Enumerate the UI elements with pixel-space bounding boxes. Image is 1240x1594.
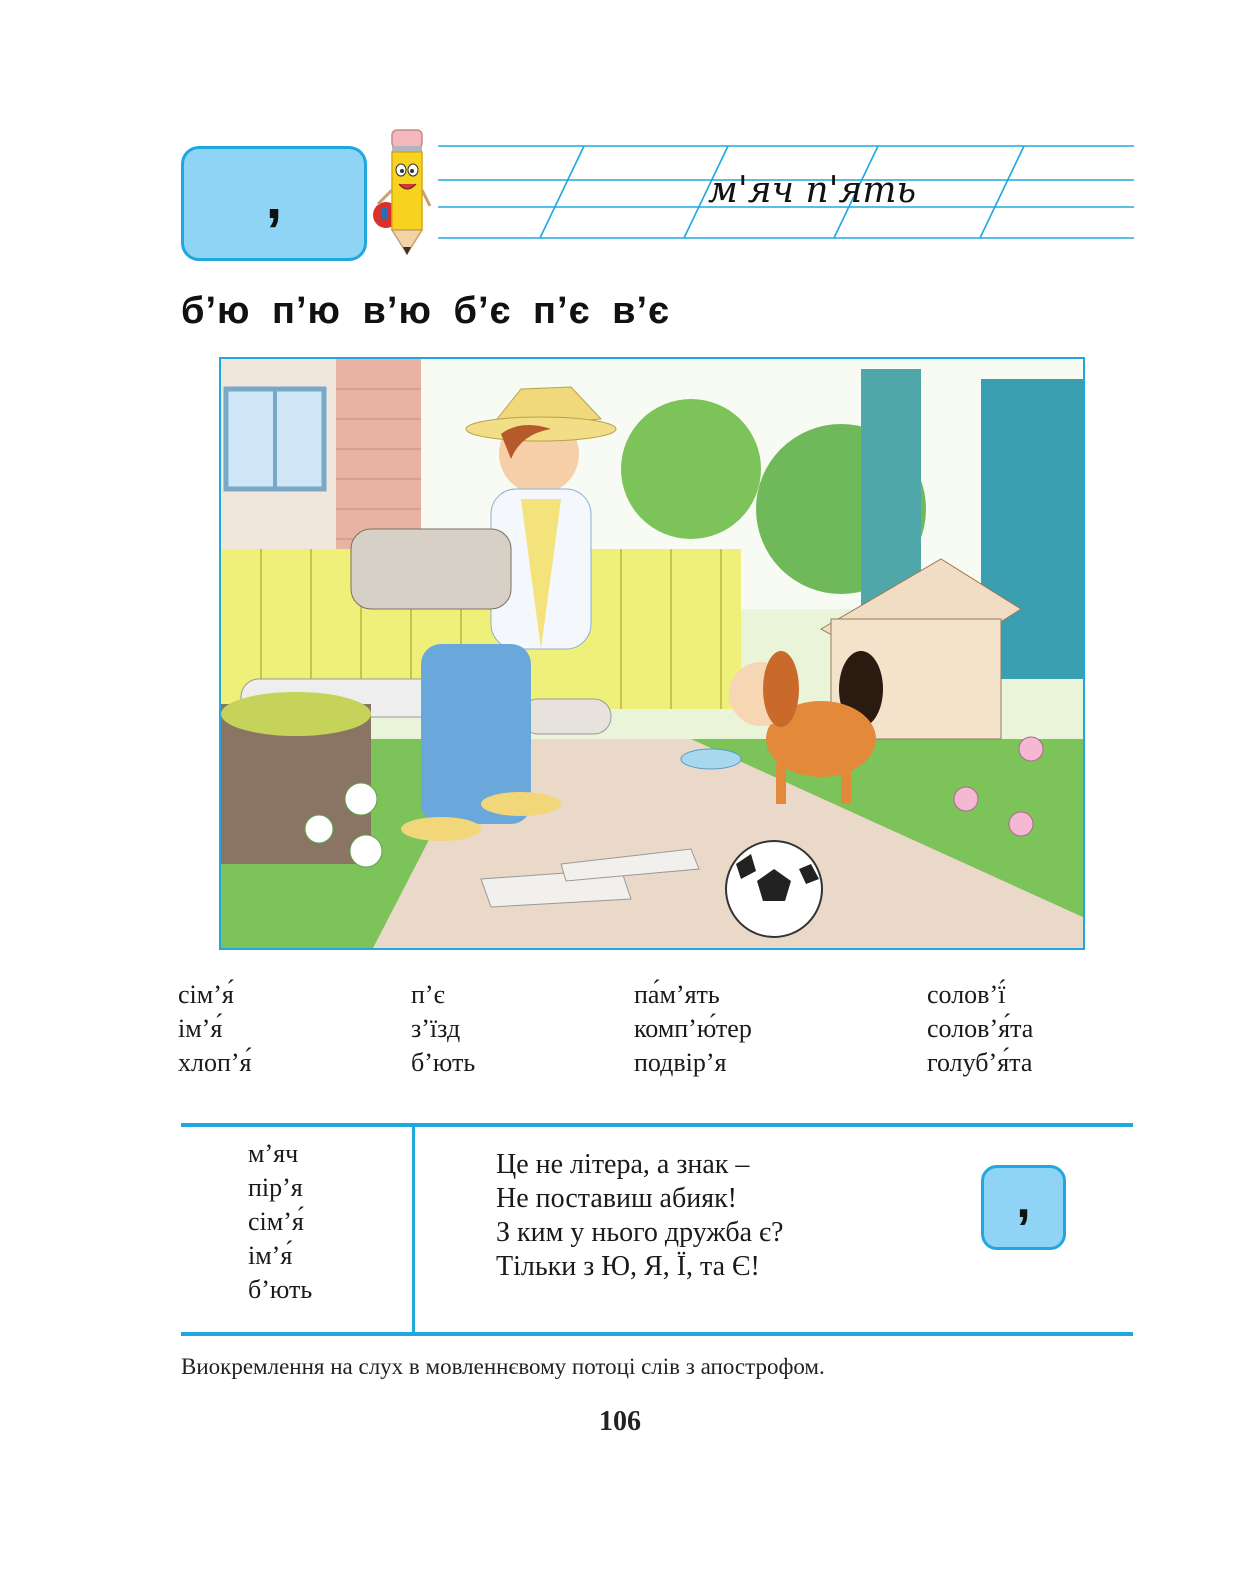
poem-line: Не поставиш абияк! bbox=[496, 1183, 737, 1214]
word: солов’ї́ bbox=[927, 980, 1006, 1009]
word: п’є bbox=[411, 980, 445, 1009]
syllables-line: б’ю п’ю в’ю б’є п’є в’є bbox=[181, 290, 671, 332]
poem-line: Це не літера, а знак – bbox=[496, 1149, 750, 1180]
divider-vertical bbox=[412, 1126, 415, 1334]
word: хлоп’я́ bbox=[178, 1048, 252, 1077]
word: подвір’я bbox=[634, 1048, 727, 1077]
divider-top bbox=[181, 1123, 1133, 1127]
poem-line: Тільки з Ю, Я, Ї, та Є! bbox=[496, 1251, 760, 1282]
word: голуб’я́та bbox=[927, 1048, 1033, 1077]
word: б’ють bbox=[411, 1048, 476, 1077]
poem bbox=[496, 1148, 783, 1284]
word: сім’я́ bbox=[178, 980, 234, 1009]
word-column-4 bbox=[927, 978, 1033, 1080]
poem-line: З ким у нього дружба є? bbox=[496, 1217, 784, 1248]
apostrophe-word-list bbox=[248, 1137, 312, 1307]
word: солов’я́та bbox=[927, 1014, 1034, 1043]
word: б’ють bbox=[248, 1275, 313, 1304]
footnote: Виокремлення на слух в мовленнєвому потоці слів з апострофом. bbox=[181, 1354, 825, 1379]
word: па́м’ять bbox=[634, 980, 720, 1009]
illustration-boy-and-puppy bbox=[219, 357, 1085, 950]
pencil-mascot-icon bbox=[372, 120, 434, 260]
word: пір’я bbox=[248, 1173, 303, 1202]
word: м’яч bbox=[248, 1139, 299, 1168]
cursive-sample: м'яч п'ять bbox=[708, 170, 917, 211]
divider-bottom bbox=[181, 1332, 1133, 1336]
word: сім’я́ bbox=[248, 1207, 304, 1236]
word-column-1 bbox=[178, 978, 252, 1080]
apostrophe-symbol: , bbox=[1016, 1171, 1031, 1229]
apostrophe-symbol-box bbox=[981, 1165, 1066, 1250]
word: з’їзд bbox=[411, 1014, 461, 1043]
word: ім’я́ bbox=[248, 1241, 293, 1270]
symbol-box bbox=[181, 146, 367, 261]
word-column-3 bbox=[634, 978, 752, 1080]
word-column-2 bbox=[411, 978, 475, 1080]
page-number: 106 bbox=[599, 1406, 641, 1437]
word: комп’ю́тер bbox=[634, 1014, 752, 1043]
symbol-label: , bbox=[265, 164, 283, 231]
word: ім’я́ bbox=[178, 1014, 223, 1043]
copybook-lines bbox=[438, 140, 1134, 244]
